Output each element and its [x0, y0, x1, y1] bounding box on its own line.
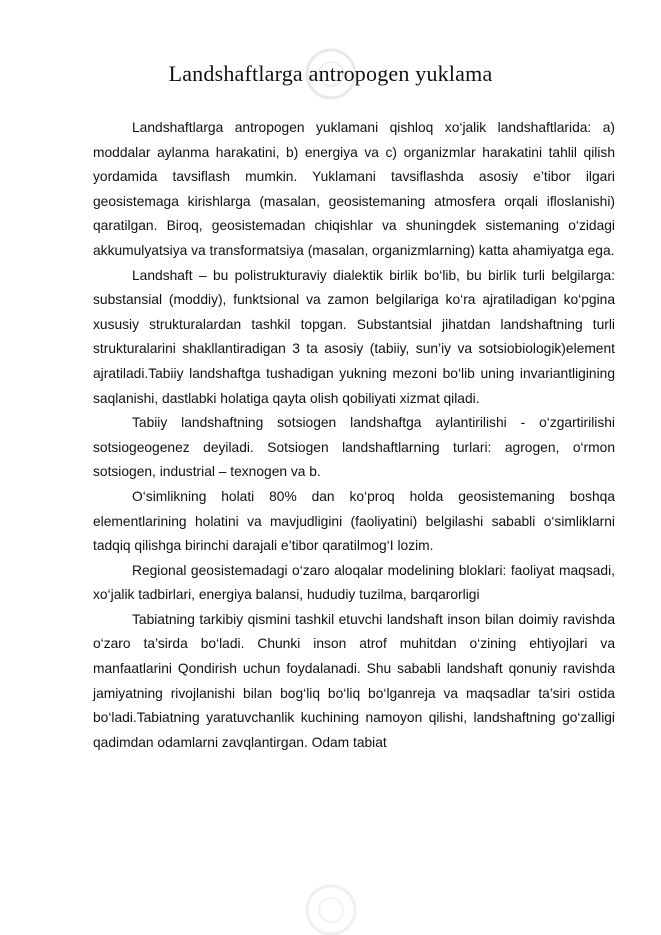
paragraph: Regional geosistemadagi o‘zaro aloqalar modelining bloklari: faoliyat maqsadi, xo‘jalik tadbirlari, energiya balansi, hududiy tuzilma, barqarorligi: [93, 562, 615, 603]
document-title: Landshaftlarga antropogen yuklama: [168, 61, 493, 86]
paragraph: Tabiiy landshaftning sotsiogen landshaftga aylantirilishi - o‘zgartirilishi sotsiogeogenez deyiladi. Sotsiogen landshaftlarning turlari: agrogen, o‘rmon sotsiogen, industrial – texnogen va b.: [93, 415, 615, 480]
paragraph: Tabiatning tarkibiy qismini tashkil etuvchi landshaft inson bilan doimiy ravishda o‘zaro ta’sirda bo‘ladi. Chunki inson atrof muhitdan o‘zining ehtiyojlari va manfaatlarini Qondirish uchun foydalanadi. Shu sababli landshaft qonuniy ravishda jamiyatning rivojlanishi bilan bog‘liq bo‘liq bo‘lganreja va maqsadlar ta’siri ostida bo‘ladi.Tabiatning yaratuvchanlik kuchining namoyon qilishi, landshaftning go‘zalligi qadimdan odamlarni zavqlantirgan. Odam tabiat: [93, 611, 615, 750]
paragraph: O‘simlikning holati 80% dan ko‘proq holda geosistemaning boshqa elementlarining holatini va mavjudligini (faoliyatini) belgilashi sababli o‘simliklarni tadqiq qilishga birinchi darajali e’tibor qaratilmog‘I lozim.: [93, 488, 615, 554]
paragraph: Landshaft – bu polistrukturaviy dialektik birlik bo‘lib, bu birlik turli belgilarga: substansial (moddiy), funktsional va zamon belgilariga ko‘ra ajratiladigan ko‘pgina xususiy strukturalardan tashkil topgan. Substantsial jihatdan landshaftning turli strukturalarini shakllantiradigan 3 ta asosiy (tabiiy, sun’iy va sotsiobiologik)element ajratiladi.Tabiiy landshaftga tushadigan yukning mezoni bo‘lib uning invariantligining saqlanishi, dastlabki holatiga qayta olish qobiliyati xizmat qiladi.: [93, 267, 615, 406]
paragraph: Landshaftlarga antropogen yuklamani qishloq xo‘jalik landshaftlarida: a) moddalar aylanma harakatini, b) energiya va c) organizmlar harakatini tahlil qilish yordamida tavsiflash mumkin. Yuklamani tavsiflashda asosiy e’tibor ilgari geosistemaga kirishlarga (masalan, geosistemaning atmosfera orqali ifloslanishi) qaratilgan. Biroq, geosistemadan chiqishlar va shuningdek sistemaning o‘zidagi akkumulyatsiya va transformatsiya (masalan, organizmlarning) katta ahamiyatga ega.: [93, 120, 615, 258]
document-body: [93, 116, 615, 755]
